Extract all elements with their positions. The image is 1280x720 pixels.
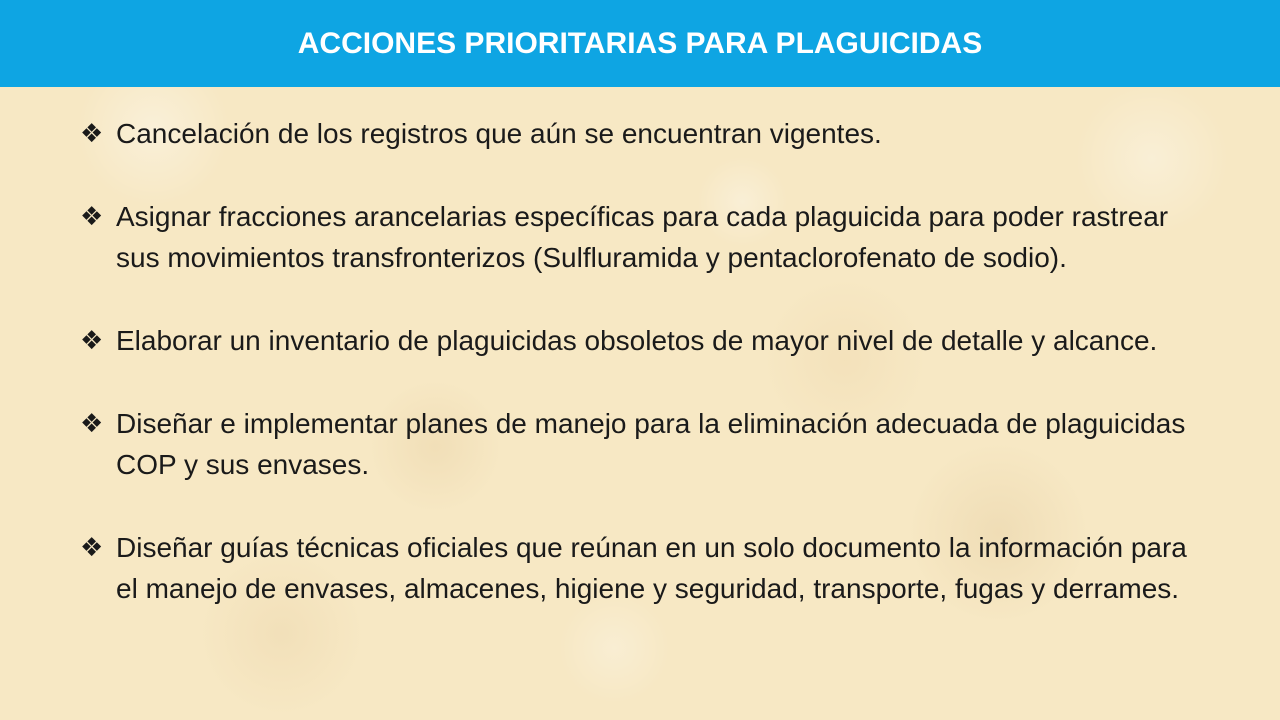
slide-title: ACCIONES PRIORITARIAS PARA PLAGUICIDAS <box>297 26 983 60</box>
four-diamond-bullet-icon: ❖ <box>80 408 104 438</box>
bullet-list <box>80 113 1200 651</box>
bullet-item <box>80 403 1200 485</box>
four-diamond-bullet-icon: ❖ <box>80 118 104 148</box>
bullet-text: Elaborar un inventario de plaguicidas obsoletos de mayor nivel de detalle y alcance. <box>116 325 1158 356</box>
bullet-item <box>80 527 1200 609</box>
bullet-text: Cancelación de los registros que aún se encuentran vigentes. <box>116 118 882 149</box>
title-bar <box>0 0 1280 87</box>
bullet-text: Diseñar guías técnicas oficiales que reúnan en un solo documento la información para el manejo de envases, almacenes, higiene y seguridad, transporte, fugas y derrames. <box>116 532 1187 604</box>
bullet-item <box>80 196 1200 278</box>
four-diamond-bullet-icon: ❖ <box>80 201 104 231</box>
bullet-item <box>80 320 1200 361</box>
four-diamond-bullet-icon: ❖ <box>80 325 104 355</box>
bullet-item <box>80 113 1200 154</box>
four-diamond-bullet-icon: ❖ <box>80 532 104 562</box>
bullet-text: Diseñar e implementar planes de manejo para la eliminación adecuada de plaguicidas COP y sus envases. <box>116 408 1186 480</box>
bullet-text: Asignar fracciones arancelarias específicas para cada plaguicida para poder rastrear sus movimientos transfronterizos (Sulfluramida y pentaclorofenato de sodio). <box>116 201 1169 273</box>
